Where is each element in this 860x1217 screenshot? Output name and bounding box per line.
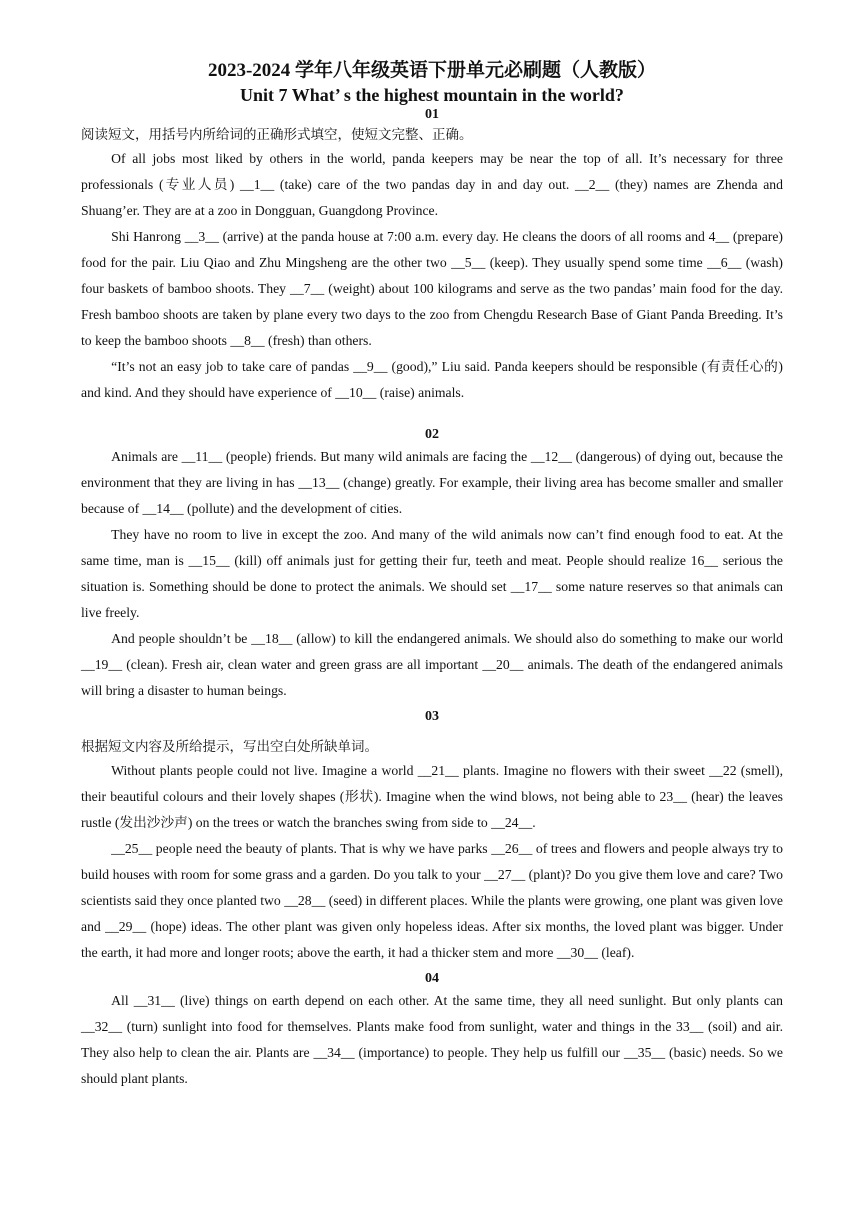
section-number: 04 [425,971,439,986]
passage-paragraph: __25__ people need the beauty of plants. That is why we have parks __26__ of trees and flowers and people always try to build houses with room for some grass and a garden. Do you talk to your __27__ (plant)? Do you give them love and care? Two scientists said they once planted two __28__ (seed) in different places. While the plants were growing, one plant was given love and __29__ (hope) ideas. The other plant was given only hopeless ideas. After six months, the loved plant was bigger. Under the earth, it had more and longer roots; above the earth, it had a thicker stem and more __30__ (leaf). [81,841,783,960]
passage-paragraph: Animals are __11__ (people) friends. But many wild animals are facing the __12__ (dangerous) of dying out, because the environment that they are living in has __13__ (change) greatly. For example, their living area has become smaller and smaller because of __14__ (pollute) and the development of cities. [81,449,783,516]
passage-paragraph: They have no room to live in except the zoo. And many of the wild animals now can’t find enough food to eat. At the same time, man is __15__ (kill) off animals just for getting their fur, teeth and meat. People should realize 16__ serious the situation is. Something should be done to protect the animals. We should set __17__ some nature reserves so that animals can live freely. [81,527,783,620]
passage-paragraph: All __31__ (live) things on earth depend on each other. At the same time, they all need sunlight. But only plants can __32__ (turn) sunlight into food for themselves. Plants make food from sunlight, water and things in the 33__ (soil) and air. They also help to clean the air. Plants are __34__ (importance) to people. They help us fulfill our __35__ (basic) needs. So we should plant plants. [81,993,783,1086]
page-title: 2023-2024 学年八年级英语下册单元必刷题（人教版） [207,60,657,81]
section-number: 02 [425,427,439,442]
section-instruction: 阅读短文，用括号内所给词的正确形式填空，使短文完整、正确。 [81,127,473,142]
section-instruction: 根据短文内容及所给提示，写出空白处所缺单词。 [81,739,378,754]
passage-paragraph: Shi Hanrong __3__ (arrive) at the panda house at 7:00 a.m. every day. He cleans the doors of all rooms and 4__ (prepare) food for the pair. Liu Qiao and Zhu Mingsheng are the other two __5__ (keep). They usually spend some time __6__ (wash) four baskets of bamboo shoots. They __7__ (weight) about 100 kilograms and serve as the two pandas’ main food for the day. Fresh bamboo shoots are taken by plane every two days to the zoo from Chengdu Research Base of Giant Panda Breeding. It’s to keep the bamboo shoots __8__ (fresh) than others. [81,229,783,348]
passage-paragraph: And people shouldn’t be __18__ (allow) to kill the endangered animals. We should also do something to make our world __19__ (clean). Fresh air, clean water and green grass are all important __20__ animals. The death of the endangered animals will bring a disaster to human beings. [81,631,783,698]
passage-paragraph: “It’s not an easy job to take care of pandas __9__ (good),” Liu said. Panda keepers should be responsible (有责任心的) and kind. And they should have experience of __10__ (raise) animals. [81,359,783,400]
section-number: 01 [425,107,439,122]
passage-paragraph: Of all jobs most liked by others in the world, panda keepers may be near the top of all. It’s necessary for three professionals (专业人员) __1__ (take) care of the two pandas day in and day out. __2__ (they) names are Zhenda and Shuang’er. They are at a zoo in Dongguan, Guangdong Province. [81,151,783,218]
section-number: 03 [425,709,439,724]
unit-title: Unit 7 What’ s the highest mountain in the world? [240,85,624,105]
passage-paragraph: Without plants people could not live. Imagine a world __21__ plants. Imagine no flowers with their sweet __22 (smell), their beautiful colours and their lovely shapes (形状). Imagine when the wind blows, not being able to 23__ (hear) the leaves rustle (发出沙沙声) on the trees or watch the branches swing from side to __24__. [81,763,783,830]
